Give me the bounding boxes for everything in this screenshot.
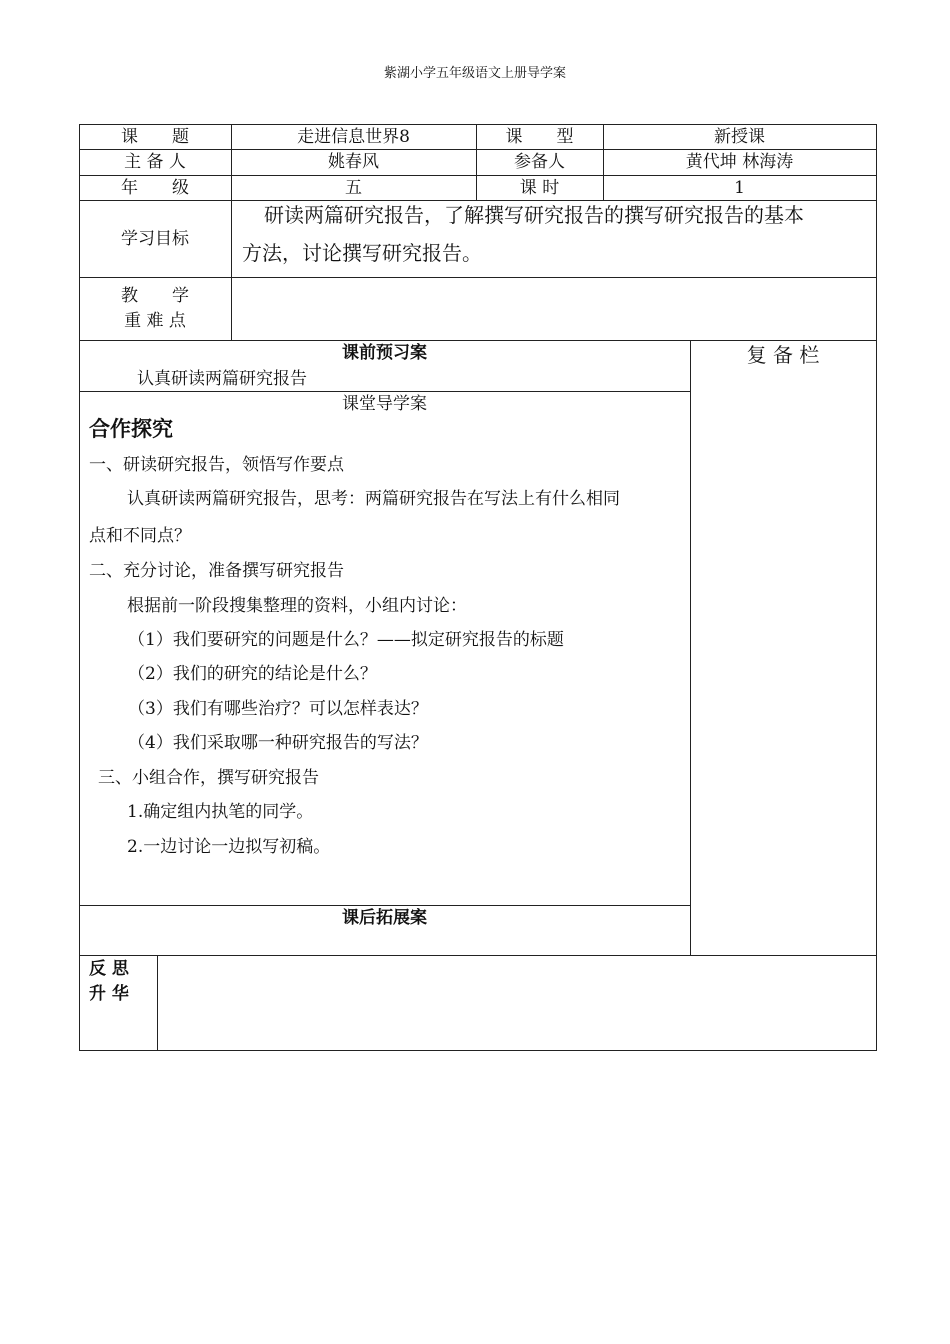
section-2-question-1: （1）我们要研究的问题是什么？——拟定研究报告的标题: [128, 630, 564, 650]
period-label: 课 时: [519, 178, 560, 198]
section-2-title: 二、充分讨论，准备撰写研究报告: [89, 561, 344, 581]
section-3-item-2: 2.一边讨论一边拟写初稿。: [127, 837, 331, 857]
objectives-line-1: 研读两篇研究报告，了解撰写研究报告的撰写研究报告的基本: [264, 203, 804, 227]
co-author-label: 参备人: [514, 152, 565, 172]
preview-title: 课前预习案: [342, 343, 427, 363]
author-value: 姚春风: [328, 152, 379, 172]
review-column-title: 复 备 栏: [746, 343, 820, 367]
classroom-title: 课堂导学案: [342, 394, 427, 414]
grade-value: 五: [345, 178, 362, 198]
grade-label: 年 级: [121, 178, 189, 198]
key-points-label-2: 重 难 点: [124, 311, 186, 331]
section-2-question-3: （3）我们有哪些治疗？可以怎样表达？: [128, 699, 428, 719]
classroom-heading: 合作探究: [89, 417, 173, 441]
page-header: 紫湖小学五年级语文上册导学案: [383, 66, 566, 81]
section-1-text-2: 点和不同点？: [89, 526, 191, 546]
section-1-title: 一、研读研究报告，领悟写作要点: [89, 455, 344, 475]
section-2-question-4: （4）我们采取哪一种研究报告的写法？: [128, 733, 428, 753]
objectives-line-2: 方法，讨论撰写研究报告。: [242, 241, 482, 265]
preview-content: 认真研读两篇研究报告: [137, 369, 307, 389]
type-value: 新授课: [714, 127, 765, 147]
objectives-label: 学习目标: [121, 229, 189, 249]
reflection-label-1: 反 思: [89, 959, 129, 979]
section-3-item-1: 1.确定组内执笔的同学。: [127, 802, 314, 822]
extension-title: 课后拓展案: [342, 908, 427, 928]
reflection-label-2: 升 华: [89, 984, 129, 1004]
author-label: 主 备 人: [124, 152, 186, 172]
period-value: 1: [734, 178, 745, 198]
topic-label: 课 题: [121, 127, 189, 147]
type-label: 课 型: [505, 127, 574, 147]
key-points-label-1: 教 学: [121, 286, 189, 306]
co-author-value: 黄代坤 林海涛: [685, 152, 794, 172]
section-2-intro: 根据前一阶段搜集整理的资料，小组内讨论：: [127, 596, 467, 616]
section-3-title: 三、小组合作，撰写研究报告: [98, 768, 319, 788]
section-2-question-2: （2）我们的研究的结论是什么？: [128, 664, 377, 684]
section-1-text-1: 认真研读两篇研究报告，思考：两篇研究报告在写法上有什么相同: [127, 489, 620, 509]
topic-value: 走进信息世界8: [297, 127, 410, 147]
